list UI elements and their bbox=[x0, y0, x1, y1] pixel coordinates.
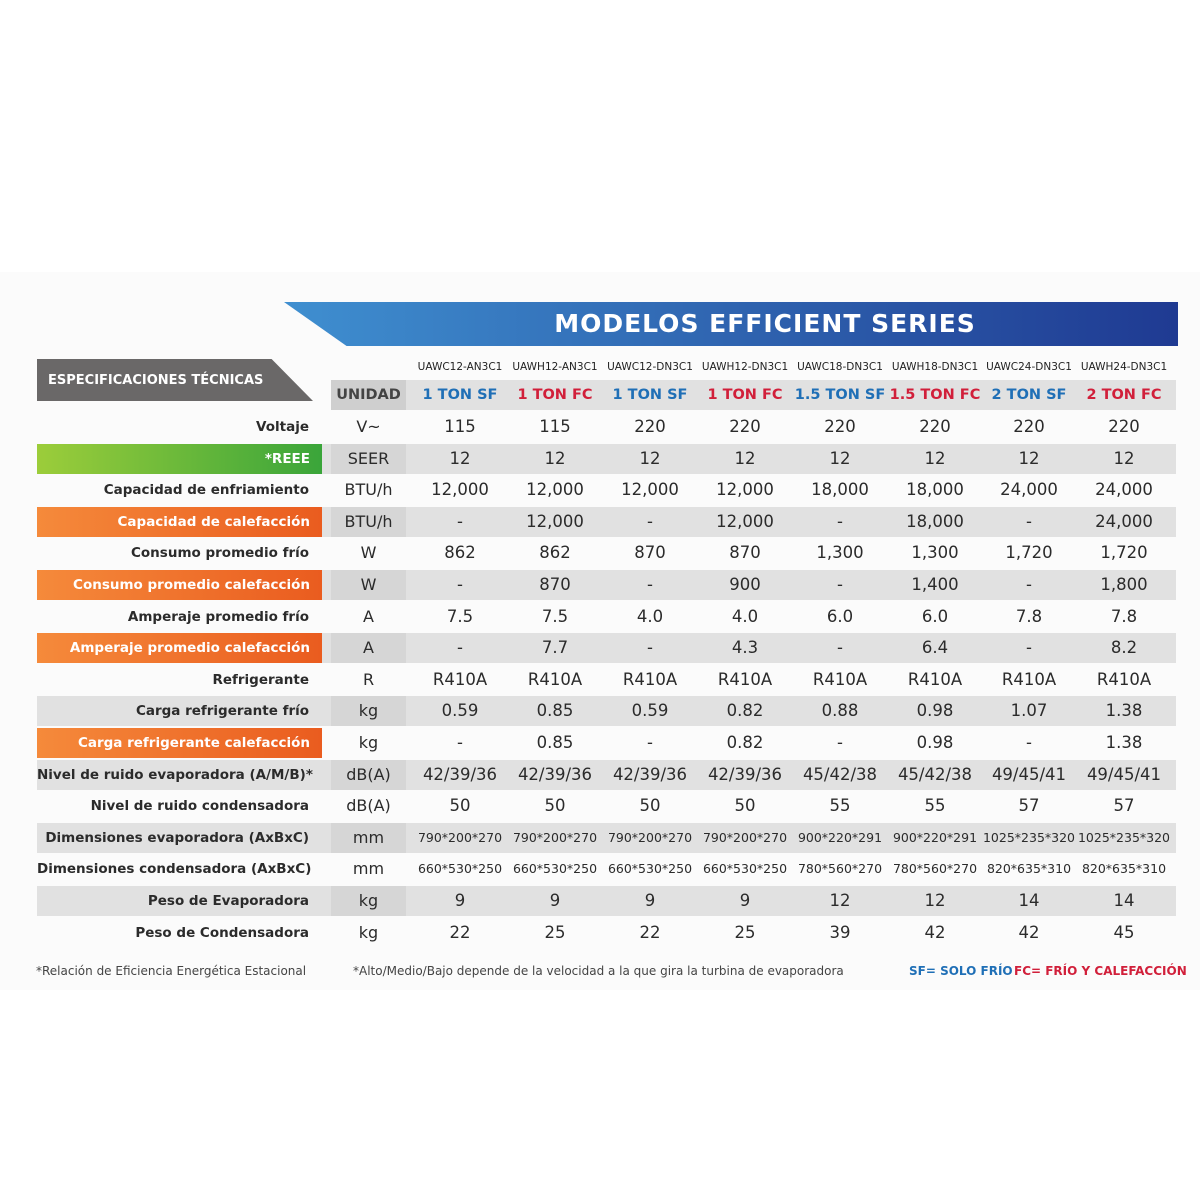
table-cell: 12,000 bbox=[431, 480, 489, 500]
table-cell: 8.2 bbox=[1110, 638, 1138, 658]
table-cell: - bbox=[837, 511, 843, 531]
table-row bbox=[0, 918, 1200, 948]
table-cell: 862 bbox=[444, 543, 476, 563]
table-cell: 660*530*250 bbox=[702, 861, 788, 877]
table-cell: 25 bbox=[544, 922, 566, 942]
table-cell: 22 bbox=[449, 922, 471, 942]
row-unit: V~ bbox=[356, 417, 381, 436]
table-cell: 1025*235*320 bbox=[1077, 829, 1171, 845]
row-label: Consumo promedio calefacción bbox=[37, 570, 322, 600]
table-cell: 12 bbox=[829, 448, 851, 468]
row-label: Dimensiones condensadora (AxBxC) bbox=[37, 861, 312, 878]
table-cell: - bbox=[837, 733, 843, 752]
table-cell: - bbox=[837, 638, 843, 658]
table-cell: 18,000 bbox=[906, 511, 964, 531]
table-cell: 39 bbox=[829, 922, 851, 942]
unit-column-header: UNIDAD bbox=[336, 387, 401, 403]
row-label: Refrigerante bbox=[212, 671, 309, 688]
table-cell: 12 bbox=[639, 448, 661, 468]
table-cell: R410A bbox=[812, 669, 868, 689]
table-cell: 12,000 bbox=[526, 511, 584, 531]
table-cell: 7.5 bbox=[541, 606, 569, 626]
table-cell: 18,000 bbox=[906, 480, 964, 500]
table-row bbox=[0, 886, 1200, 916]
row-unit: mm bbox=[352, 859, 385, 879]
table-cell: 1025*235*320 bbox=[982, 829, 1076, 845]
row-label: Peso de Evaporadora bbox=[147, 893, 309, 909]
row-unit: kg bbox=[358, 733, 379, 752]
row-unit: dB(A) bbox=[346, 764, 391, 784]
table-cell: 12 bbox=[924, 891, 946, 910]
table-cell: 790*200*270 bbox=[607, 829, 693, 845]
table-cell: 1.38 bbox=[1105, 701, 1143, 721]
row-label: *REEE bbox=[37, 444, 322, 474]
table-row bbox=[0, 760, 1200, 790]
table-row bbox=[0, 602, 1200, 632]
table-row bbox=[0, 823, 1200, 853]
table-cell: R410A bbox=[622, 669, 678, 689]
table-cell: 7.8 bbox=[1110, 606, 1138, 626]
row-unit: kg bbox=[358, 701, 379, 721]
table-cell: 115 bbox=[444, 417, 476, 436]
row-label: Amperaje promedio calefacción bbox=[37, 633, 322, 663]
table-cell: 25 bbox=[734, 922, 756, 942]
table-cell: R410A bbox=[1001, 669, 1057, 689]
model-code: UAWH12-DN3C1 bbox=[701, 361, 789, 373]
table-cell: 0.82 bbox=[726, 701, 764, 721]
unit-ton-header-row bbox=[0, 380, 1200, 410]
table-cell: 820*635*310 bbox=[1081, 861, 1167, 877]
table-cell: - bbox=[1026, 511, 1032, 531]
table-cell: 24,000 bbox=[1095, 511, 1153, 531]
table-cell: 220 bbox=[1108, 417, 1140, 436]
table-cell: 42/39/36 bbox=[422, 764, 498, 784]
table-cell: 24,000 bbox=[1095, 480, 1153, 500]
row-unit: kg bbox=[358, 891, 379, 910]
table-cell: - bbox=[1026, 638, 1032, 658]
row-unit: mm bbox=[352, 827, 385, 847]
table-cell: 9 bbox=[644, 891, 656, 910]
row-label: Voltaje bbox=[256, 419, 309, 435]
table-cell: 12,000 bbox=[716, 480, 774, 500]
table-row bbox=[0, 728, 1200, 758]
table-cell: R410A bbox=[907, 669, 963, 689]
row-label: Capacidad de enfriamiento bbox=[103, 482, 309, 499]
table-cell: 9 bbox=[739, 891, 751, 910]
table-cell: 50 bbox=[449, 796, 471, 816]
table-cell: 780*560*270 bbox=[892, 861, 978, 877]
table-cell: 22 bbox=[639, 922, 661, 942]
table-cell: - bbox=[457, 638, 463, 658]
model-code: UAWC24-DN3C1 bbox=[986, 361, 1072, 373]
table-row bbox=[0, 570, 1200, 600]
table-cell: 660*530*250 bbox=[417, 861, 503, 877]
banner-title: MODELOS EFFICIENT SERIES bbox=[554, 309, 976, 338]
table-cell: 1,300 bbox=[911, 543, 959, 563]
table-cell: 12 bbox=[1113, 448, 1135, 468]
table-cell: 820*635*310 bbox=[986, 861, 1072, 877]
table-cell: 55 bbox=[829, 796, 851, 816]
table-cell: 57 bbox=[1018, 796, 1040, 816]
row-label: Amperaje promedio frío bbox=[127, 608, 309, 625]
table-row bbox=[0, 444, 1200, 474]
table-cell: 12,000 bbox=[526, 480, 584, 500]
table-cell: 49/45/41 bbox=[991, 764, 1067, 784]
table-cell: 0.98 bbox=[916, 733, 954, 752]
model-capacity-label: 2 TON SF bbox=[991, 387, 1067, 403]
table-cell: 14 bbox=[1018, 891, 1040, 910]
model-capacity-label: 1 TON SF bbox=[612, 387, 688, 403]
table-cell: 0.82 bbox=[726, 733, 764, 752]
table-row bbox=[0, 791, 1200, 821]
table-cell: 220 bbox=[824, 417, 856, 436]
table-cell: 790*200*270 bbox=[702, 829, 788, 845]
table-cell: - bbox=[647, 575, 653, 594]
table-cell: 1.38 bbox=[1105, 733, 1143, 752]
table-cell: R410A bbox=[1096, 669, 1152, 689]
table-row bbox=[0, 854, 1200, 884]
row-unit: W bbox=[360, 575, 377, 594]
model-code: UAWH24-DN3C1 bbox=[1080, 361, 1168, 373]
table-row bbox=[0, 538, 1200, 568]
table-cell: 12 bbox=[449, 448, 471, 468]
legend-sf: SF= SOLO FRÍO bbox=[909, 964, 1013, 978]
table-cell: 45 bbox=[1113, 922, 1135, 942]
table-cell: 45/42/38 bbox=[802, 764, 878, 784]
table-cell: 870 bbox=[729, 543, 761, 563]
model-code: UAWC12-DN3C1 bbox=[607, 361, 693, 373]
table-cell: 0.98 bbox=[916, 701, 954, 721]
table-cell: 1,720 bbox=[1100, 543, 1148, 563]
table-cell: 900*220*291 bbox=[892, 829, 978, 845]
table-cell: 42 bbox=[1018, 922, 1040, 942]
table-row bbox=[0, 665, 1200, 695]
table-cell: 790*200*270 bbox=[512, 829, 598, 845]
table-cell: 50 bbox=[639, 796, 661, 816]
table-cell: - bbox=[647, 733, 653, 752]
table-cell: - bbox=[1026, 575, 1032, 594]
table-row bbox=[0, 633, 1200, 663]
table-cell: 9 bbox=[549, 891, 561, 910]
table-cell: 660*530*250 bbox=[512, 861, 598, 877]
table-cell: 42/39/36 bbox=[612, 764, 688, 784]
table-cell: - bbox=[647, 511, 653, 531]
model-capacity-label: 1 TON FC bbox=[707, 387, 783, 403]
model-code: UAWC12-AN3C1 bbox=[417, 361, 503, 373]
row-label: Nivel de ruido evaporadora (A/M/B)* bbox=[37, 766, 313, 783]
table-cell: 1.07 bbox=[1010, 701, 1048, 721]
table-row bbox=[0, 507, 1200, 537]
table-cell: 0.88 bbox=[821, 701, 859, 721]
row-label: Dimensiones evaporadora (AxBxC) bbox=[45, 829, 309, 846]
table-cell: - bbox=[837, 575, 843, 594]
table-cell: 6.0 bbox=[921, 606, 949, 626]
table-cell: 49/45/41 bbox=[1086, 764, 1162, 784]
table-cell: 42/39/36 bbox=[707, 764, 783, 784]
table-cell: 4.3 bbox=[731, 638, 759, 658]
table-cell: 57 bbox=[1113, 796, 1135, 816]
table-cell: 4.0 bbox=[731, 606, 759, 626]
row-label: Carga refrigerante frío bbox=[135, 703, 309, 720]
row-label: Peso de Condensadora bbox=[135, 924, 309, 941]
table-cell: R410A bbox=[717, 669, 773, 689]
specs-header-label: ESPECIFICACIONES TÉCNICAS bbox=[48, 373, 264, 388]
table-cell: - bbox=[457, 733, 463, 752]
table-cell: 12 bbox=[1018, 448, 1040, 468]
table-cell: 24,000 bbox=[1000, 480, 1058, 500]
table-cell: 14 bbox=[1113, 891, 1135, 910]
table-cell: 50 bbox=[734, 796, 756, 816]
table-cell: 660*530*250 bbox=[607, 861, 693, 877]
table-cell: - bbox=[457, 511, 463, 531]
row-unit: A bbox=[363, 638, 374, 658]
table-cell: 42 bbox=[924, 922, 946, 942]
model-capacity-label: 1 TON FC bbox=[517, 387, 593, 403]
table-cell: 45/42/38 bbox=[897, 764, 973, 784]
table-cell: 900*220*291 bbox=[797, 829, 883, 845]
table-cell: 12 bbox=[544, 448, 566, 468]
table-cell: 7.5 bbox=[446, 606, 474, 626]
footnote-noise: *Alto/Medio/Bajo depende de la velocidad a la que gira la turbina de evaporadora bbox=[353, 964, 844, 978]
table-cell: 7.7 bbox=[541, 638, 569, 658]
table-cell: 50 bbox=[544, 796, 566, 816]
table-cell: 0.59 bbox=[441, 701, 479, 721]
table-cell: 6.4 bbox=[921, 638, 949, 658]
table-row bbox=[0, 475, 1200, 505]
table-cell: 1,300 bbox=[816, 543, 864, 563]
table-cell: 9 bbox=[454, 891, 466, 910]
table-cell: 18,000 bbox=[811, 480, 869, 500]
row-label: Capacidad de calefacción bbox=[37, 507, 322, 537]
row-unit: BTU/h bbox=[344, 480, 393, 500]
table-cell: 0.85 bbox=[536, 733, 574, 752]
model-code: UAWH12-AN3C1 bbox=[512, 361, 598, 373]
model-capacity-label: 2 TON FC bbox=[1086, 387, 1162, 403]
row-unit: R bbox=[362, 669, 375, 689]
table-cell: 220 bbox=[1013, 417, 1045, 436]
row-unit: SEER bbox=[347, 448, 390, 468]
table-cell: 1,400 bbox=[911, 575, 959, 594]
table-row bbox=[0, 696, 1200, 726]
row-unit: W bbox=[360, 543, 377, 563]
model-code: UAWH18-DN3C1 bbox=[891, 361, 979, 373]
table-cell: - bbox=[1026, 733, 1032, 752]
row-unit: BTU/h bbox=[344, 511, 393, 531]
table-cell: 1,720 bbox=[1005, 543, 1053, 563]
table-cell: 55 bbox=[924, 796, 946, 816]
table-cell: R410A bbox=[432, 669, 488, 689]
table-cell: 900 bbox=[729, 575, 761, 594]
table-cell: 862 bbox=[539, 543, 571, 563]
table-cell: 780*560*270 bbox=[797, 861, 883, 877]
table-cell: - bbox=[647, 638, 653, 658]
table-cell: 12 bbox=[924, 448, 946, 468]
table-cell: R410A bbox=[527, 669, 583, 689]
table-cell: 12,000 bbox=[716, 511, 774, 531]
row-label: Nivel de ruido condensadora bbox=[90, 798, 309, 815]
model-capacity-label: 1.5 TON SF bbox=[794, 387, 886, 403]
table-cell: 0.59 bbox=[631, 701, 669, 721]
model-code: UAWC18-DN3C1 bbox=[797, 361, 883, 373]
table-cell: 0.85 bbox=[536, 701, 574, 721]
table-cell: 870 bbox=[539, 575, 571, 594]
table-cell: 870 bbox=[634, 543, 666, 563]
table-cell: 1,800 bbox=[1100, 575, 1148, 594]
table-cell: 42/39/36 bbox=[517, 764, 593, 784]
table-cell: 790*200*270 bbox=[417, 829, 503, 845]
row-label: Consumo promedio frío bbox=[131, 545, 309, 562]
row-unit: A bbox=[363, 606, 374, 626]
row-label: Carga refrigerante calefacción bbox=[37, 728, 322, 758]
model-capacity-label: 1 TON SF bbox=[422, 387, 498, 403]
footnote-reee: *Relación de Eficiencia Energética Estacional bbox=[36, 964, 307, 978]
table-cell: 7.8 bbox=[1015, 606, 1043, 626]
table-cell: 220 bbox=[919, 417, 951, 436]
table-cell: 220 bbox=[729, 417, 761, 436]
row-unit: dB(A) bbox=[346, 796, 391, 816]
table-cell: - bbox=[457, 575, 463, 594]
table-cell: 6.0 bbox=[826, 606, 854, 626]
table-cell: 12 bbox=[734, 448, 756, 468]
table-cell: 4.0 bbox=[636, 606, 664, 626]
table-cell: 12 bbox=[829, 891, 851, 910]
table-row bbox=[0, 412, 1200, 442]
table-cell: 115 bbox=[539, 417, 571, 436]
legend-fc: FC= FRÍO Y CALEFACCIÓN bbox=[1014, 964, 1187, 978]
table-cell: 220 bbox=[634, 417, 666, 436]
row-unit: kg bbox=[358, 922, 379, 942]
table-cell: 12,000 bbox=[621, 480, 679, 500]
model-capacity-label: 1.5 TON FC bbox=[889, 387, 981, 403]
